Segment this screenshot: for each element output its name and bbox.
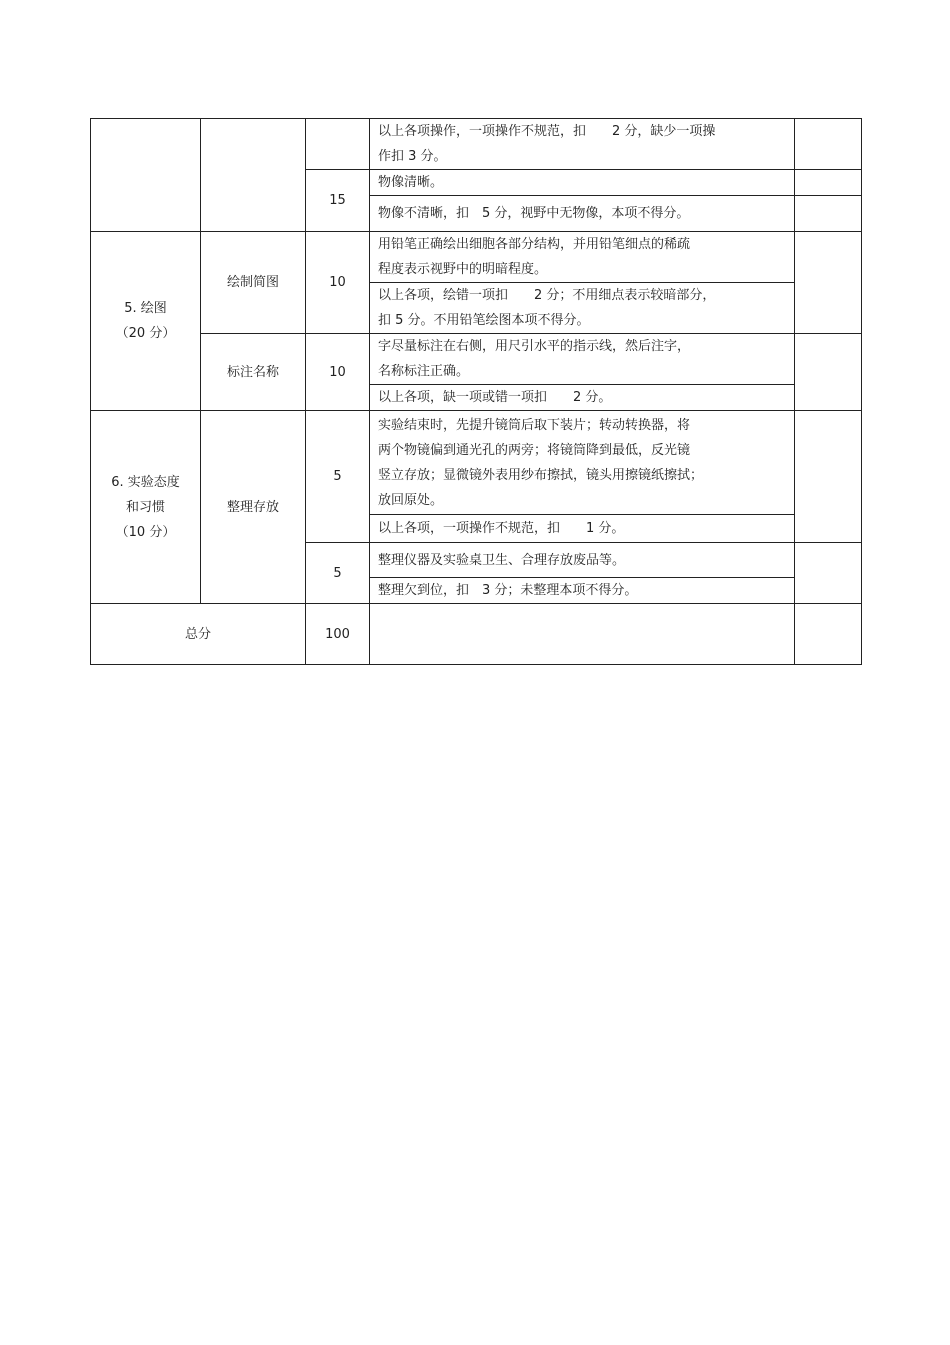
subitem-cell: 绘制简图 — [201, 232, 306, 334]
total-label: 总分 — [91, 604, 306, 665]
category-line: （20 分） — [115, 326, 176, 341]
points-cell: 10 — [306, 334, 370, 411]
table-row — [91, 232, 862, 283]
criteria-cell: 以上各项，缺一项或错一项扣 2 分。 — [370, 385, 795, 411]
points-cell-empty — [306, 119, 370, 170]
category-line: （10 分） — [115, 524, 176, 540]
category-cell — [91, 232, 201, 411]
subitem-cell-empty — [201, 119, 306, 232]
criteria-cell: 整理欠到位，扣 3 分；未整理本项不得分。 — [370, 578, 795, 604]
category-line: 和习惯 — [125, 499, 165, 515]
criteria-line: 两个物镜偏到通光孔的两旁；将镜筒降到最低，反光镜 — [378, 442, 691, 458]
points-cell: 5 — [306, 543, 370, 604]
criteria-cell: 整理仪器及实验桌卫生、合理存放废品等。 — [370, 543, 795, 578]
category-cell-empty — [91, 119, 201, 232]
category-line: 6. 实验态度 — [111, 474, 180, 490]
criteria-line: 名称标注正确。 — [378, 364, 470, 379]
scoring-table — [90, 118, 862, 665]
criteria-cell — [370, 119, 795, 170]
criteria-cell — [370, 283, 795, 334]
criteria-cell: 物像不清晰，扣 5 分，视野中无物像，本项不得分。 — [370, 196, 795, 232]
criteria-cell: 物像清晰。 — [370, 170, 795, 196]
criteria-line: 扣 5 分。不用铅笔绘图本项不得分。 — [378, 313, 590, 328]
criteria-line: 以上各项操作，一项操作不规范，扣 2 分，缺少一项操 — [378, 124, 716, 139]
points-cell: 5 — [306, 411, 370, 543]
criteria-line: 作扣 3 分。 — [378, 149, 447, 164]
score-cell — [795, 196, 862, 232]
score-cell — [795, 604, 862, 665]
criteria-cell — [370, 232, 795, 283]
criteria-line: 以上各项，绘错一项扣 2 分；不用细点表示较暗部分， — [378, 288, 716, 303]
criteria-line: 放回原处。 — [378, 492, 444, 508]
table-row — [91, 334, 862, 385]
criteria-line: 实验结束时，先提升镜筒后取下装片；转动转换器，将 — [378, 417, 691, 433]
score-cell — [795, 543, 862, 604]
subitem-cell: 标注名称 — [201, 334, 306, 411]
score-cell — [795, 411, 862, 543]
total-row — [91, 604, 862, 665]
total-points: 100 — [306, 604, 370, 665]
criteria-cell — [370, 334, 795, 385]
criteria-cell — [370, 411, 795, 515]
subitem-cell: 整理存放 — [201, 411, 306, 604]
criteria-line: 字尽量标注在右侧，用尺引水平的指示线，然后注字， — [378, 339, 691, 354]
score-cell — [795, 119, 862, 170]
criteria-line: 程度表示视野中的明暗程度。 — [378, 262, 548, 277]
table-row — [91, 119, 862, 170]
points-cell: 10 — [306, 232, 370, 334]
points-cell: 15 — [306, 170, 370, 232]
criteria-cell: 以上各项，一项操作不规范，扣 1 分。 — [370, 515, 795, 543]
score-cell — [795, 170, 862, 196]
category-cell — [91, 411, 201, 604]
category-line: 5. 绘图 — [124, 301, 167, 316]
criteria-line: 用铅笔正确绘出细胞各部分结构，并用铅笔细点的稀疏 — [378, 237, 691, 252]
criteria-line: 竖立存放；显微镜外表用纱布擦拭，镜头用擦镜纸擦拭； — [378, 467, 704, 483]
score-cell — [795, 232, 862, 334]
criteria-cell-empty — [370, 604, 795, 665]
score-cell — [795, 334, 862, 411]
table-row — [91, 411, 862, 515]
